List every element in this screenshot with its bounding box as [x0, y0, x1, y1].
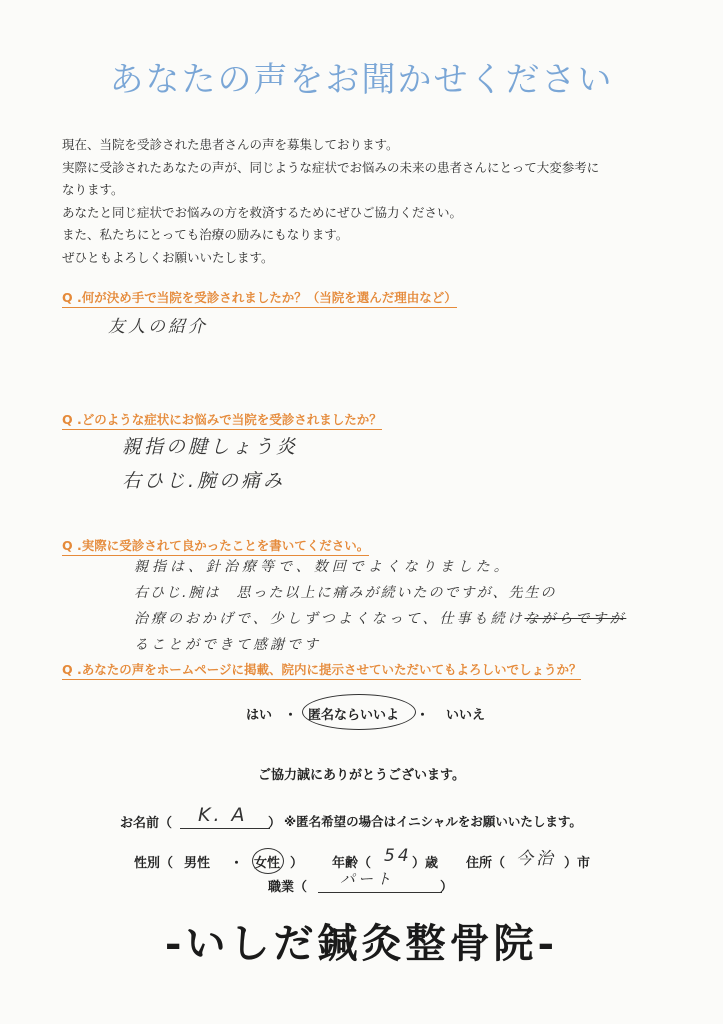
sex-selection-circle	[252, 848, 284, 874]
sex-label: 性別（	[134, 856, 174, 871]
consent-no[interactable]: いいえ	[446, 708, 486, 723]
intro-line: あなたと同じ症状でお悩みの方を救済するためにぜひご協力ください。	[62, 204, 463, 220]
answer-3-line3	[134, 608, 626, 628]
address-label: 住所（	[466, 856, 506, 871]
answer-3-line1: 親指は、針治療等で、数回でよくなりました。	[134, 559, 512, 575]
question-3: Q .実際に受診されて良かったことを書いてください。	[62, 536, 369, 556]
sex-close: ）	[290, 856, 304, 871]
name-value[interactable]: K. A	[198, 804, 248, 826]
age-close: ）歳	[412, 856, 439, 871]
name-label: お名前（	[120, 816, 173, 831]
answer-3-line3-text: 治療のおかげで、少しずつよくなって、仕事も続け	[134, 611, 525, 627]
consent-separator: ・	[416, 708, 430, 723]
intro-text	[62, 134, 682, 270]
thanks-message: ご協力誠にありがとうございます。	[258, 768, 465, 783]
page-title: あなたの声をお聞かせください	[109, 60, 614, 100]
sex-male[interactable]: 男性	[184, 856, 211, 871]
intro-line: なります。	[62, 182, 124, 198]
answer-3-line4: ることができて感謝です	[134, 637, 321, 653]
sex-female[interactable]: 女性	[254, 856, 281, 871]
age-label: 年齢（	[332, 856, 372, 871]
answer-2-line2: 右ひじ.腕の痛み	[122, 470, 286, 492]
consent-yes[interactable]: はい	[246, 708, 273, 723]
consent-separator: ・	[284, 708, 298, 723]
clinic-name: -いしだ鍼灸整骨院-	[164, 920, 559, 967]
address-close: ）市	[564, 856, 591, 871]
question-2: Q .どのような症状にお悩みで当院を受診されましたか？	[62, 410, 382, 430]
job-value[interactable]: パート	[340, 870, 395, 888]
job-close: ）	[440, 880, 454, 895]
intro-line: また、私たちにとっても治療の励みにもなります。	[62, 227, 349, 243]
question-1: Q .何が決め手で当院を受診されましたか？（当院を選んだ理由など）	[62, 288, 457, 308]
consent-anonymous[interactable]: 匿名ならいいよ	[308, 708, 400, 723]
sex-separator: ・	[230, 856, 244, 871]
question-4: Q .あなたの声をホームページに掲載、院内に提示させていただいてもよろしいでしょうか？	[62, 660, 581, 680]
intro-line: 実際に受診されたあなたの声が、同じような症状でお悩みの未来の患者さんにとって大変参考に	[62, 159, 600, 175]
address-value[interactable]: 今治	[516, 849, 556, 869]
job-label: 職業（	[268, 880, 308, 895]
selection-circle	[302, 694, 416, 730]
job-underline	[318, 892, 442, 893]
answer-2-line1: 親指の腱しょう炎	[122, 436, 299, 458]
name-close: ）	[268, 816, 282, 831]
intro-line: ぜひともよろしくお願いいたします。	[62, 249, 274, 265]
name-underline	[180, 828, 270, 829]
answer-3-struck-text: ながらですが	[524, 611, 627, 627]
answer-1: 友人の紹介	[108, 317, 208, 337]
intro-line: 現在、当院を受診された患者さんの声を募集しております。	[62, 137, 399, 152]
name-note: ※匿名希望の場合はイニシャルをお願いいたします。	[284, 814, 582, 829]
answer-3-line2: 右ひじ.腕は 思った以上に痛みが続いたのですが、先生の	[134, 585, 557, 601]
age-value[interactable]: 54	[384, 846, 412, 866]
